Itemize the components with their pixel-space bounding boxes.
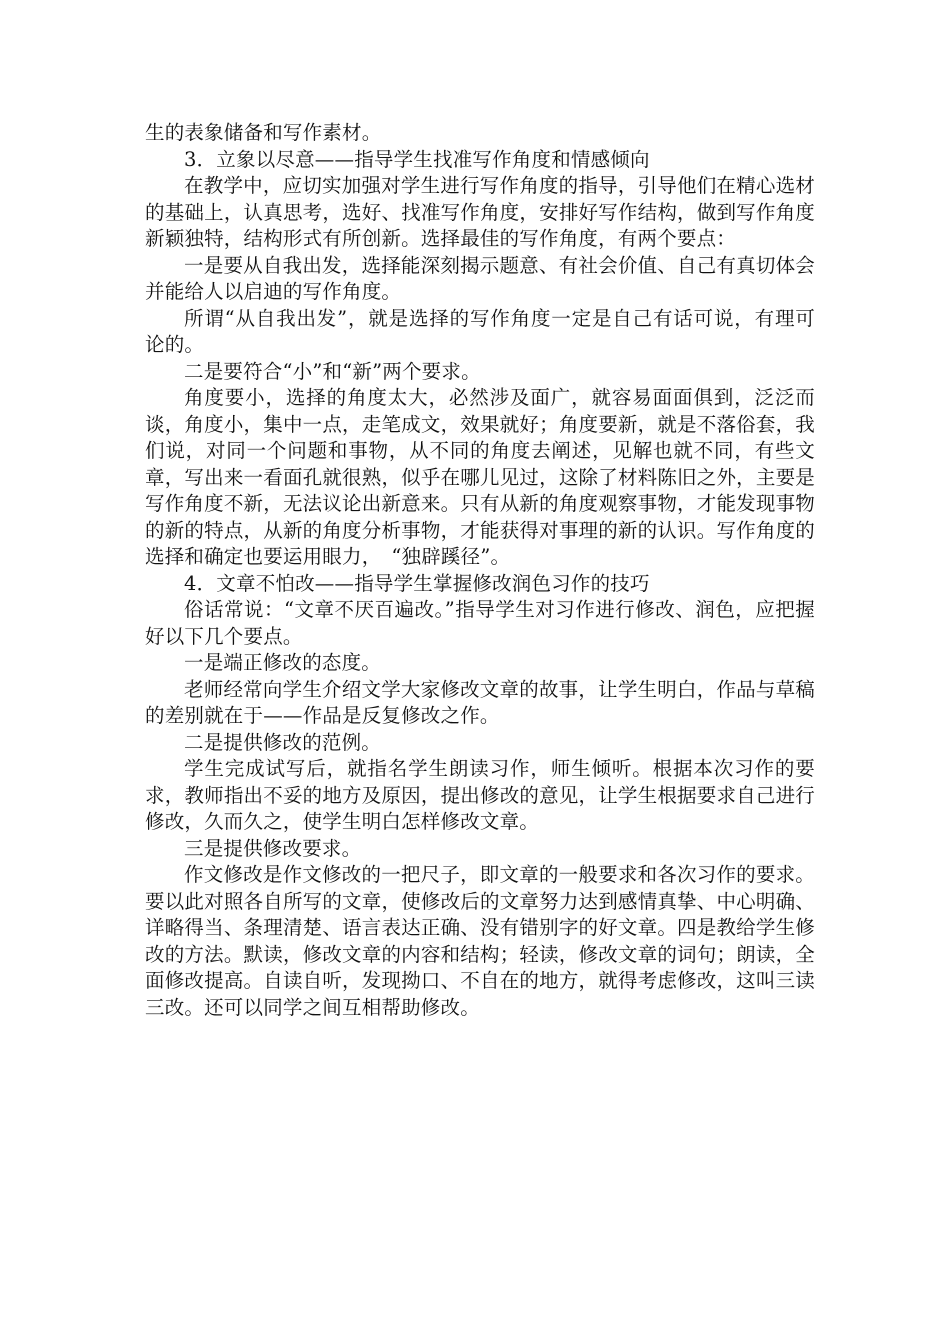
section-heading-3: 3．立象以尽意——指导学生找准写作角度和情感倾向: [184, 147, 650, 171]
section-heading-4: 4．文章不怕改——指导学生掌握修改润色习作的技巧: [184, 571, 650, 595]
paragraph: 二是要符合“小”和“新”两个要求。: [184, 359, 481, 383]
paragraph: 所谓“从自我出发”，就是选择的写作角度一定是自己有话可说，有理可论的。: [145, 306, 815, 356]
paragraph: 一是要从自我出发，选择能深刻揭示题意、有社会价值、自己有真切体会并能给人以启迪的写作角度。: [145, 253, 815, 303]
document-body: [145, 120, 815, 1021]
paragraph: 在教学中，应切实加强对学生进行写作角度的指导，引导他们在精心选材的基础上，认真思考，选好、找准写作角度，安排好写作结构，做到写作角度新颖独特，结构形式有所创新。选择最佳的写作角度，有两个要点：: [145, 174, 815, 250]
paragraph: 俗话常说：“文章不厌百遍改。”指导学生对习作进行修改、润色，应把握好以下几个要点。: [145, 598, 815, 648]
paragraph: 一是端正修改的态度。: [184, 651, 382, 674]
paragraph: 角度要小，选择的角度太大，必然涉及面广，就容易面面俱到，泛泛而谈，角度小，集中一点，走笔成文，效果就好；角度要新，就是不落俗套，我们说，对同一个问题和事物，从不同的角度去阐述，见解也就不同，有些文章，写出来一看面孔就很熟，似乎在哪儿见过，这除了材料陈旧之外，主要是写作角度不新，无法议论出新意来。只有从新的角度观察事物，才能发现事物的新的特点，从新的角度分析事物，才能获得对事理的新的认识。写作角度的选择和确定也要运用眼力， “独辟蹊径”。: [145, 386, 815, 568]
paragraph: 二是提供修改的范例。: [184, 730, 382, 754]
paragraph-continuation: 生的表象储备和写作素材。: [145, 121, 382, 144]
paragraph: 学生完成试写后，就指名学生朗读习作，师生倾听。根据本次习作的要求，教师指出不妥的地方及原因，提出修改的意见，让学生根据要求自己进行修改，久而久之，使学生明白怎样修改文章。: [145, 757, 815, 833]
paragraph: 三是提供修改要求。: [184, 836, 362, 860]
paragraph: 老师经常向学生介绍文学大家修改文章的故事，让学生明白，作品与草稿的差别就在于——作品是反复修改之作。: [145, 677, 815, 727]
paragraph: 作文修改是作文修改的一把尺子，即文章的一般要求和各次习作的要求。要以此对照各自所写的文章，使修改后的文章努力达到感情真挚、中心明确、详略得当、条理清楚、语言表达正确、没有错别字的好文章。四是教给学生修改的方法。默读，修改文章的内容和结构；轻读，修改文章的词句；朗读，全面修改提高。自读自听，发现拗口、不自在的地方，就得考虑修改，这叫三读三改。还可以同学之间互相帮助修改。: [145, 863, 815, 1019]
